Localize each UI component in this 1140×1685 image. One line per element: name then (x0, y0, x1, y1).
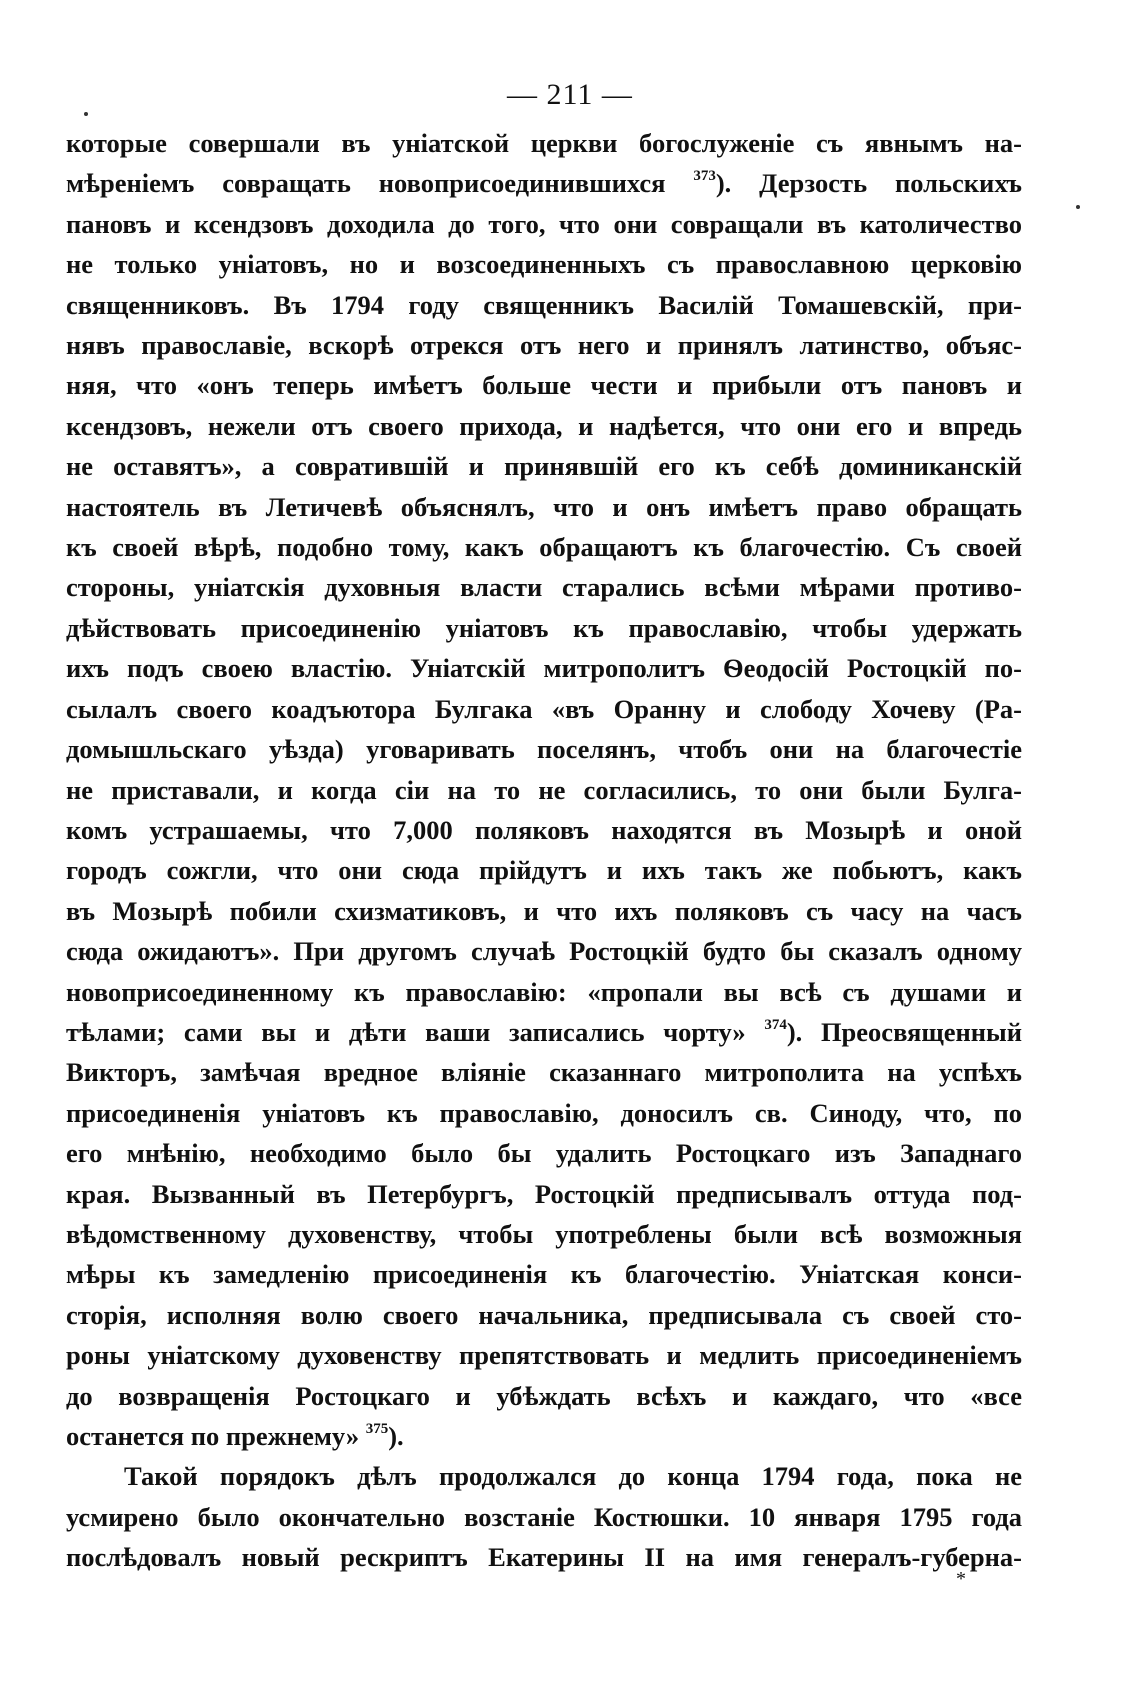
text-line: дѣйствовать присоединенію уніатовъ къ православію, чтобы удержать (66, 612, 1022, 643)
footnote-ref: 375 (365, 1421, 389, 1437)
text-line: пановъ и ксендзовъ доходила до того, что они совращали въ католичество (66, 208, 1022, 239)
text-line: ихъ подъ своею властію. Уніатскій митрополитъ Ѳеодосій Ростоцкій по- (66, 653, 1022, 684)
text-line: послѣдовалъ новый рескриптъ Екатерины II на имя генералъ-губерна- (66, 1542, 1022, 1573)
text-line: присоединенія уніатовъ къ православію, доносилъ св. Синоду, что, по (66, 1097, 1022, 1128)
footnote-ref: 373 (693, 168, 716, 185)
text-segment: тѣлами; сами вы и дѣти ваши записались чорту» (66, 1016, 746, 1047)
text-line: не только уніатовъ, но и возсоединенныхъ съ православною церковію (66, 249, 1022, 280)
text-line: которые совершали въ уніатской церкви богослуженіе съ явнымъ на- (66, 128, 1022, 158)
text-line: въ Мозырѣ побили схизматиковъ, и что ихъ поляковъ съ часу на часъ (66, 895, 1022, 926)
text-line: не оставятъ», а совратившій и принявшій его къ себѣ доминиканскій (66, 451, 1022, 482)
paragraph (66, 123, 1022, 1456)
text-line: мѣры къ замедленію присоединенія къ благочестію. Уніатская конси- (66, 1259, 1022, 1290)
text-line: сылалъ своего коадъютора Булгака «въ Оранну и слободу Хочеву (Ра- (66, 693, 1022, 724)
print-speck (1076, 205, 1080, 209)
text-line: вѣдомственному духовенству, чтобы употреблены были всѣ возможныя (66, 1218, 1022, 1249)
footnote-ref: 374 (764, 1016, 787, 1033)
text-line: стороны, уніатскія духовныя власти старались всѣми мѣрами противо- (66, 572, 1022, 603)
asterisk-mark: * (956, 1568, 966, 1590)
text-line: его мнѣнію, необходимо было бы удалить Ростоцкаго изъ Западнаго (66, 1138, 1022, 1169)
text-line: Викторъ, замѣчая вредное вліяніе сказаннаго митрополита на успѣхъ (66, 1057, 1022, 1088)
text-line: сторія, исполняя волю своего начальника, предписывала съ своей сто- (66, 1299, 1022, 1330)
text-segment: ). Дерзость польскихъ (715, 168, 1023, 199)
text-line (66, 1012, 1022, 1052)
text-line: няя, что «онъ теперь имѣетъ больше чести и прибыли отъ пановъ и (66, 370, 1022, 401)
text-line: роны уніатскому духовенству препятствовать и медлить присоединеніемъ (66, 1340, 1022, 1371)
text-segment: останется по прежнему» (66, 1421, 360, 1451)
text-line: края. Вызванный въ Петербургъ, Ростоцкій предписывалъ оттуда под- (66, 1178, 1022, 1209)
text-line: усмирено было окончательно возстаніе Костюшки. 10 января 1795 года (66, 1501, 1022, 1532)
text-line: къ своей вѣрѣ, подобно тому, какъ обращаютъ къ благочестію. Съ своей (66, 532, 1022, 563)
text-segment: мѣреніемъ совращать новоприсоединившихся (66, 168, 666, 199)
text-line: Такой порядокъ дѣлъ продолжался до конца 1794 года, пока не (124, 1461, 1022, 1492)
text-line: ксендзовъ, нежели отъ своего прихода, и надѣется, что они его и впредь (66, 410, 1022, 441)
paragraph (66, 1456, 1022, 1577)
text-line: нявъ православіе, вскорѣ отрекся отъ него и принялъ латинство, объяс- (66, 330, 1022, 361)
text-line: домышльскаго уѣзда) уговаривать поселянъ, чтобъ они на благочестіе (66, 734, 1022, 765)
text-line: настоятель въ Летичевѣ объяснялъ, что и онъ имѣетъ право обращать (66, 491, 1022, 522)
text-line: городъ сожгли, что они сюда прійдутъ и ихъ такъ же побьютъ, какъ (66, 855, 1022, 886)
text-segment: ). Преосвященный (786, 1016, 1022, 1047)
text-line: до возвращенія Ростоцкаго и убѣждать всѣхъ и каждаго, что «все (66, 1380, 1022, 1411)
text-line (66, 1416, 1022, 1456)
text-line: не приставали, и когда сіи на то не согласились, то они были Булга- (66, 774, 1022, 805)
body-text (66, 123, 1022, 1578)
text-line: новоприсоединенному къ православію: «пропали вы всѣ съ душами и (66, 976, 1022, 1007)
text-line: сюда ожидаютъ». При другомъ случаѣ Ростоцкій будто бы сказалъ одному (66, 936, 1022, 967)
text-segment: ). (388, 1421, 404, 1451)
page-number: — 211 — (507, 78, 633, 111)
text-line (66, 163, 1022, 203)
text-line: комъ устрашаемы, что 7,000 поляковъ находятся въ Мозырѣ и оной (66, 814, 1022, 845)
print-speck (84, 112, 88, 116)
text-line: священниковъ. Въ 1794 году священникъ Василій Томашевскій, при- (66, 289, 1022, 320)
